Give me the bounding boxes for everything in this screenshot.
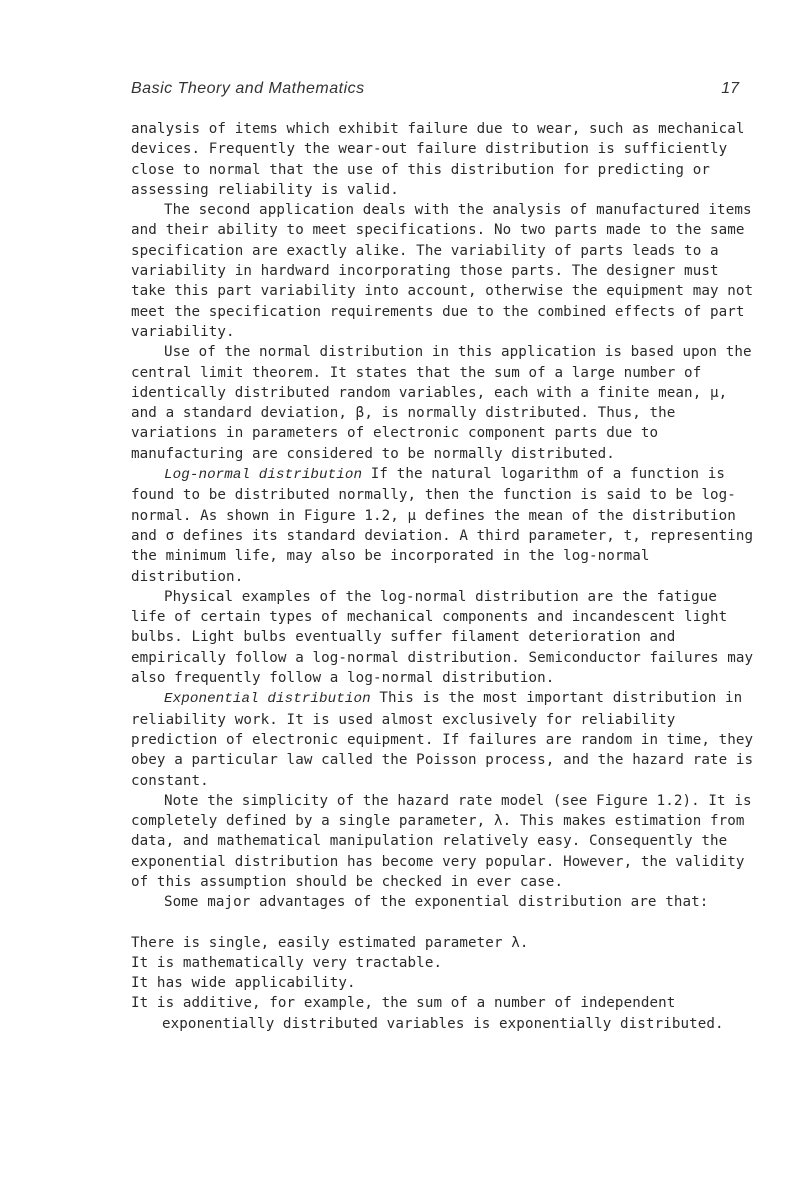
list-item: It is additive, for example, the sum of a number of independent exponentially distributed variables is exponentially distributed. <box>131 995 724 1032</box>
paragraph-wear-out: analysis of items which exhibit failure due to wear, such as mechanical devices. Frequently the wear-out failure distribution is sufficiently close to normal that the use of this distribution for predicting or assessing reliability is valid. <box>131 121 745 198</box>
advantages-list <box>131 933 755 1034</box>
paragraph-exponential <box>131 688 755 790</box>
page-header <box>131 80 739 104</box>
list-item: It is mathematically very tractable. <box>131 954 443 971</box>
paragraph-log-normal-text: If the natural logarithm of a function is found to be distributed normally, then the function is said to be log-normal. As shown in Figure 1.2, μ defines the mean of the distribution and σ defines its standard deviation. A third parameter, t, representing the minimum life, may also be incorporated in the log-normal distribution. <box>131 466 754 585</box>
term-log-normal: Log-normal distribution <box>164 467 363 484</box>
paragraph-advantages-intro: Some major advantages of the exponential distribution are that: <box>164 894 709 911</box>
running-title: Basic Theory and Mathematics <box>131 80 365 97</box>
paragraph-exponential-text: This is the most important distribution in reliability work. It is used almost exclusively for reliability prediction of electronic equipment. If failures are random in time, they obey a particular law called the Poisson process, and the hazard rate is constant. <box>131 690 754 789</box>
paragraph-central-limit: Use of the normal distribution in this application is based upon the central limit theorem. It states that the sum of a large number of identically distributed random variables, each with a finite mean, μ, and a standard deviation, β, is normally distributed. Thus, the variations in parameters of electronic component parts due to manufacturing are considered to be normally distributed. <box>131 344 752 462</box>
paragraph-log-normal <box>131 464 755 587</box>
paragraph-manufactured-items: The second application deals with the analysis of manufactured items and their ability to meet specifications. No two parts made to the same specification are exactly alike. The variability of parts leads to a variability in hardward incorporating those parts. The designer must take this part variability into account, otherwise the equipment may not meet the specification requirements due to the combined effects of part variability. <box>131 202 754 340</box>
paragraph-physical-examples: Physical examples of the log-normal distribution are the fatigue life of certain types of mechanical components and incandescent light bulbs. Light bulbs eventually suffer filament deterioration and empirically follow a log-normal distribution. Semiconductor failures may also frequently follow a log-normal distribution. <box>131 588 754 687</box>
page-number: 17 <box>721 80 739 97</box>
list-item: It has wide applicability. <box>131 975 356 992</box>
list-item: There is single, easily estimated parameter λ. <box>131 934 529 951</box>
term-exponential: Exponential distribution <box>164 691 371 708</box>
page-body <box>131 119 755 1034</box>
paragraph-hazard-rate: Note the simplicity of the hazard rate model (see Figure 1.2). It is completely defined by a single parameter, λ. This makes estimation from data, and mathematical manipulation relatively easy. Consequently the exponential distribution has become very popular. However, the validity of this assumption should be checked in ever case. <box>131 792 752 890</box>
